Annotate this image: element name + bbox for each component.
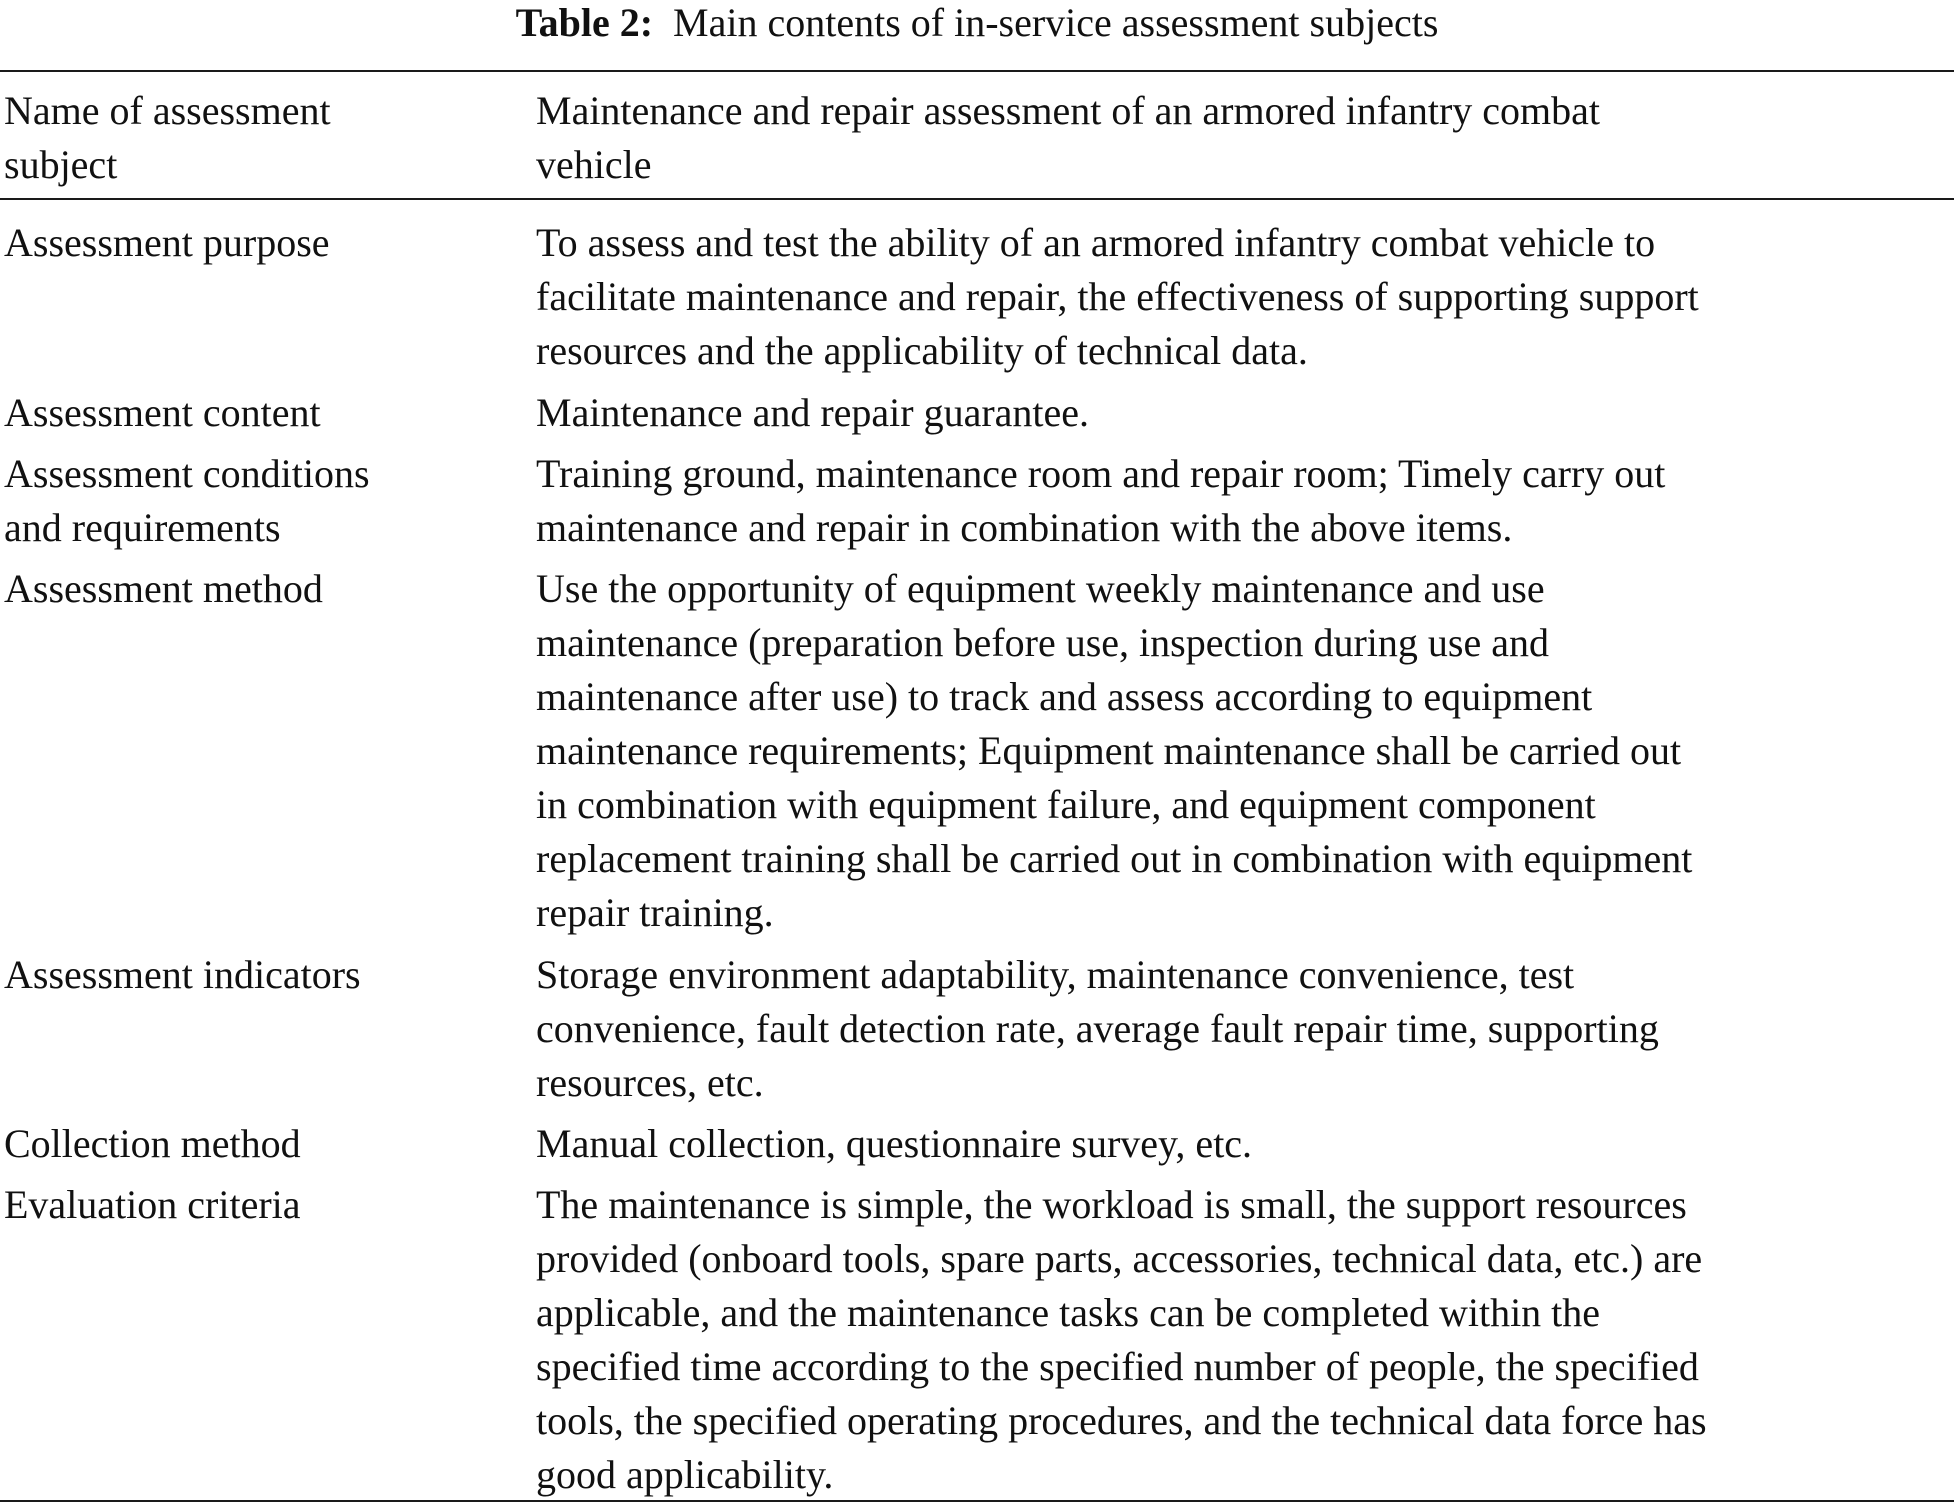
header-cell-subject-name — [4, 84, 524, 192]
cell-line: Assessment conditions — [4, 451, 370, 496]
row-label-assessment-conditions — [4, 447, 524, 555]
cell-line: resources, etc. — [536, 1060, 764, 1105]
cell-line: Manual collection, questionnaire survey, etc. — [536, 1121, 1253, 1166]
cell-line: in combination with equipment failure, and equipment component — [536, 782, 1596, 827]
header-line: subject — [4, 142, 118, 187]
cell-line: maintenance requirements; Equipment maintenance shall be carried out — [536, 728, 1682, 773]
cell-line: specified time according to the specified number of people, the specified — [536, 1344, 1699, 1389]
cell-line: good applicability. — [536, 1452, 834, 1497]
row-content-assessment-conditions — [536, 447, 1948, 555]
top-rule — [0, 70, 1954, 72]
row-label-assessment-method — [4, 562, 524, 616]
cell-line: Storage environment adaptability, maintenance convenience, test — [536, 952, 1575, 997]
cell-line: Assessment purpose — [4, 220, 330, 265]
table-caption — [0, 0, 1954, 46]
row-content-assessment-indicators — [536, 948, 1948, 1110]
cell-line: Collection method — [4, 1121, 301, 1166]
cell-line: repair training. — [536, 890, 774, 935]
cell-line: facilitate maintenance and repair, the effectiveness of supporting support — [536, 274, 1699, 319]
row-content-collection-method — [536, 1117, 1948, 1171]
cell-line: applicable, and the maintenance tasks can be completed within the — [536, 1290, 1601, 1335]
cell-line: Assessment content — [4, 390, 321, 435]
row-label-assessment-indicators — [4, 948, 524, 1002]
cell-line: Maintenance and repair guarantee. — [536, 390, 1090, 435]
cell-line: resources and the applicability of technical data. — [536, 328, 1308, 373]
row-content-evaluation-criteria — [536, 1178, 1948, 1502]
cell-line: Use the opportunity of equipment weekly maintenance and use — [536, 566, 1545, 611]
cell-line: The maintenance is simple, the workload is small, the support resources — [536, 1182, 1687, 1227]
row-label-assessment-content — [4, 386, 524, 440]
cell-line: tools, the specified operating procedures, and the technical data force has — [536, 1398, 1707, 1443]
cell-line: convenience, fault detection rate, average fault repair time, supporting — [536, 1006, 1659, 1051]
row-label-evaluation-criteria — [4, 1178, 524, 1232]
cell-line: maintenance after use) to track and assess according to equipment — [536, 674, 1593, 719]
row-content-assessment-method — [536, 562, 1948, 940]
cell-line: Evaluation criteria — [4, 1182, 301, 1227]
header-rule — [0, 198, 1954, 200]
row-content-assessment-content — [536, 386, 1948, 440]
bottom-rule — [0, 1500, 1954, 1502]
table-caption-text: Main contents of in-service assessment subjects — [673, 0, 1439, 45]
cell-line: Training ground, maintenance room and repair room; Timely carry out — [536, 451, 1666, 496]
cell-line: Assessment indicators — [4, 952, 361, 997]
cell-line: replacement training shall be carried out in combination with equipment — [536, 836, 1693, 881]
cell-line: maintenance (preparation before use, inspection during use and — [536, 620, 1549, 665]
cell-line: Assessment method — [4, 566, 323, 611]
header-cell-subject-value — [536, 84, 1948, 192]
header-line: vehicle — [536, 142, 652, 187]
row-content-assessment-purpose — [536, 216, 1948, 378]
header-line: Maintenance and repair assessment of an armored infantry combat — [536, 88, 1601, 133]
cell-line: provided (onboard tools, spare parts, accessories, technical data, etc.) are — [536, 1236, 1703, 1281]
header-line: Name of assessment — [4, 88, 331, 133]
cell-line: and requirements — [4, 505, 281, 550]
row-label-assessment-purpose — [4, 216, 524, 270]
cell-line: maintenance and repair in combination with the above items. — [536, 505, 1513, 550]
table-caption-label: Table 2: — [515, 0, 654, 45]
row-label-collection-method — [4, 1117, 524, 1171]
cell-line: To assess and test the ability of an armored infantry combat vehicle to — [536, 220, 1656, 265]
